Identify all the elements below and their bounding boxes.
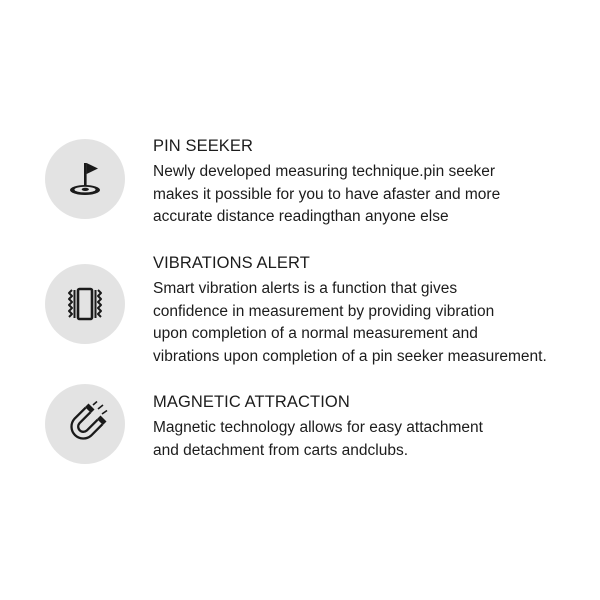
vibrations-alert-text bbox=[153, 252, 593, 368]
vibrations-alert-icon-badge bbox=[45, 264, 125, 344]
pin-seeker-description: Newly developed measuring technique.pin seeker makes it possible for you to have afaster and more accurate distance readingthan anyone else bbox=[153, 163, 501, 225]
magnet-icon bbox=[62, 401, 108, 447]
pin-seeker-title: PIN SEEKER bbox=[153, 137, 254, 155]
magnetic-attraction-description: Magnetic technology allows for easy attachment and detachment from carts andclubs. bbox=[153, 419, 483, 459]
pin-seeker-icon-badge bbox=[45, 139, 125, 219]
pin-seeker-text bbox=[153, 135, 593, 229]
vibration-icon bbox=[63, 282, 107, 326]
vibrations-alert-title: VIBRATIONS ALERT bbox=[153, 254, 310, 272]
golf-flag-icon bbox=[63, 157, 107, 201]
magnetic-attraction-text bbox=[153, 391, 593, 462]
magnetic-attraction-icon-badge bbox=[45, 384, 125, 464]
magnetic-attraction-title: MAGNETIC ATTRACTION bbox=[153, 393, 350, 411]
vibrations-alert-description: Smart vibration alerts is a function that gives confidence in measurement by providing vibration upon completion of a normal measurement and vibrations upon completion of a pin seeker measurement. bbox=[153, 280, 547, 365]
